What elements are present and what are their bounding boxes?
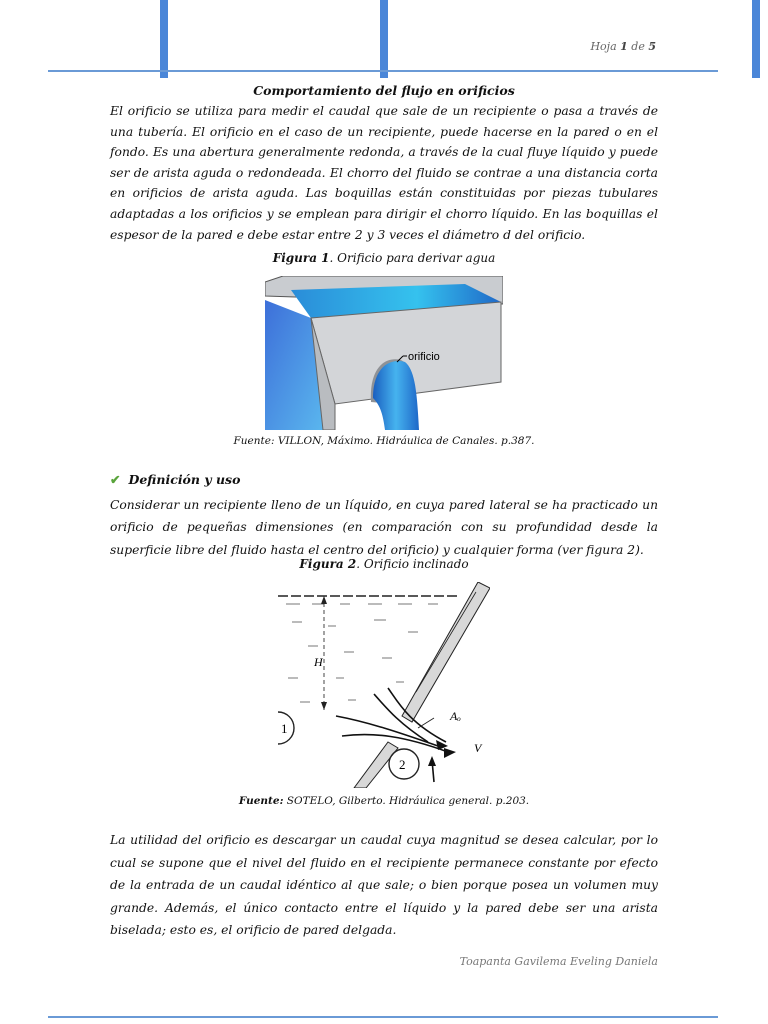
intro-paragraph: El orificio se utiliza para medir el caudal que sale de un recipiente o pasa a través de una tubería. El orificio en el caso de un recipiente, puede hacerse en la pared o en el fondo. Es una abertura generalmente redonda, a través de la cual fluye líquido y puede ser de arista aguda o redondeada. El chorro del fluido se contrae a una distancia corta en orificios de arista aguda. Las boquillas están constituidas por piezas tubulares adaptadas a los orificios y se emplean para dirigir el chorro líquido. En las boquillas el espesor de la pared e debe estar entre 2 y 3 veces el diámetro d del orificio. <box>110 104 658 242</box>
figure2-velocity-label: V <box>474 741 482 755</box>
figure1-image <box>265 276 503 430</box>
header-accent-bar <box>380 0 388 78</box>
header-accent-bar <box>160 0 168 78</box>
figure2-area-label: Aₒ <box>450 709 461 723</box>
figure1-source: Fuente: VILLON, Máximo. Hidráulica de Canales. p.387. <box>233 435 535 447</box>
page-title: Comportamiento del flujo en orificios <box>253 83 515 98</box>
page-number: Hoja 1 de 5 <box>590 40 656 53</box>
figure2-caption: Figura 2. Orificio inclinado <box>299 557 469 571</box>
footer-rule <box>48 1016 718 1018</box>
figure2-circle1-label: 1 <box>281 721 288 736</box>
figure2-circle2-label: 2 <box>399 757 406 772</box>
closing-paragraph: La utilidad del orificio es descargar un caudal cuya magnitud se desea calcular, por lo cual se supone que el nivel del fluido en el recipiente permanece constante por efecto de la entrada de un caudal idéntico al que sale; o bien porque posea un volumen muy grande. Además, el único contacto entre el líquido y la pared debe ser una arista biselada; esto es, el orificio de pared delgada. <box>110 833 658 938</box>
figure2-h-label: H <box>314 655 323 669</box>
figure1-orifice-label: orificio <box>408 351 440 363</box>
checkmark-icon: ✔ <box>110 472 121 487</box>
header-accent-bar <box>752 0 760 78</box>
figure2-image <box>278 582 490 788</box>
header-rule <box>48 70 718 72</box>
footer-author: Toapanta Gavilema Eveling Daniela <box>459 955 658 968</box>
figure1-caption: Figura 1. Orificio para derivar agua <box>272 251 496 265</box>
definition-paragraph: Considerar un recipiente lleno de un líquido, en cuya pared lateral se ha practicado un orificio de pequeñas dimensiones (en comparación con su profundidad desde la superficie libre del fluido hasta el centro del orificio) y cualquier forma (ver figura 2). <box>110 498 658 557</box>
section-heading: ✔ Definición y uso <box>110 472 241 487</box>
figure2-source: Fuente: SOTELO, Gilberto. Hidráulica general. p.203. <box>238 795 530 807</box>
